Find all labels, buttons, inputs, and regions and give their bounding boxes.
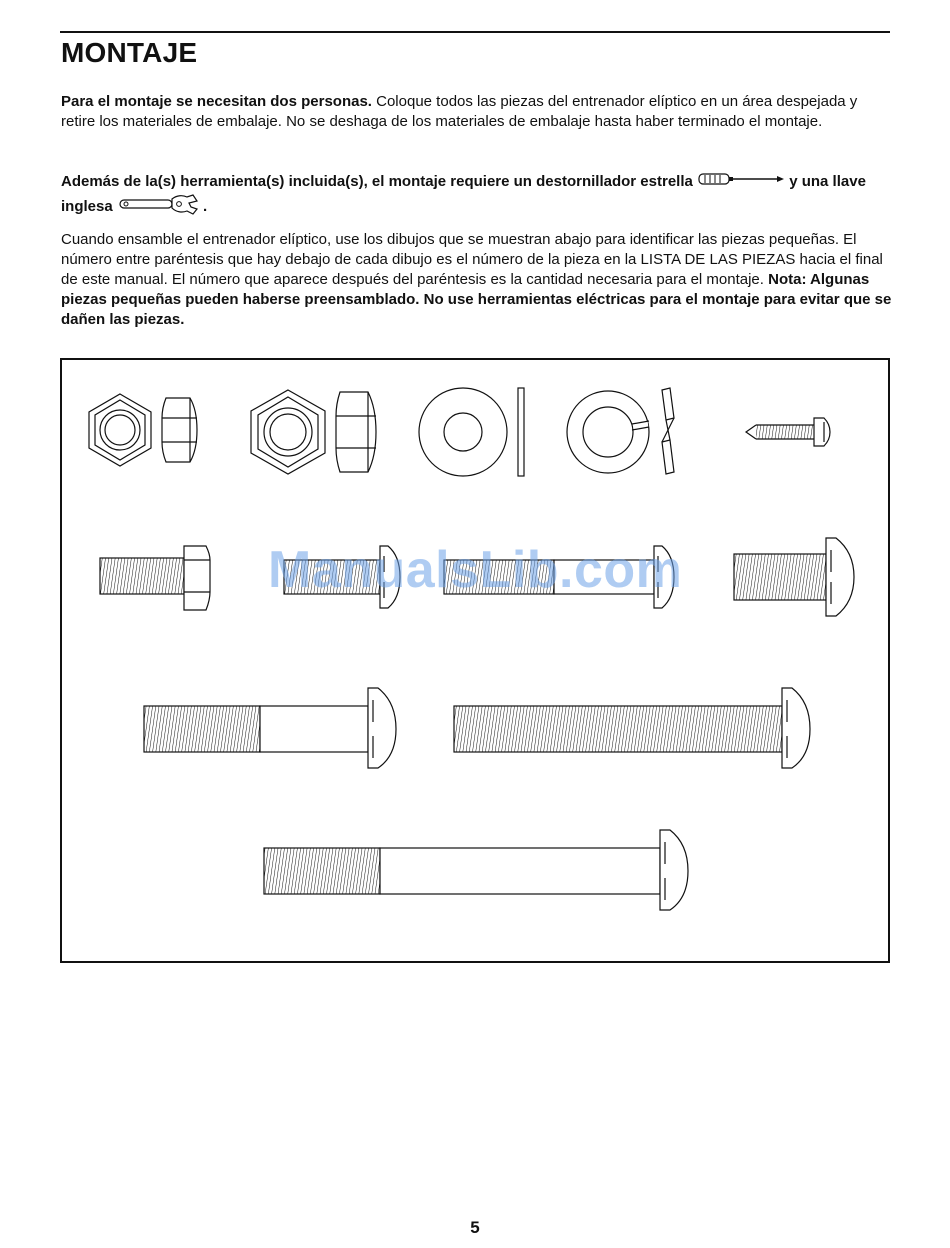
- page-title: MONTAJE: [61, 37, 198, 68]
- tools-text-end: .: [198, 197, 208, 215]
- split-lock-washer: [567, 388, 674, 474]
- watermark: ManualsLib.com: [268, 541, 683, 599]
- intro-text: Coloque todos las piezas del entrenador elíptico en un área despejada y retire los materiales de embalaje. No se deshaga de los materiales de embalaje hasta haber terminado el montaje.: [61, 93, 858, 130]
- parts-diagram: [60, 358, 890, 963]
- hex-bolt: [100, 546, 210, 610]
- instructions-text: Cuando ensamble el entrenador elíptico, use los dibujos que se muestran abajo para identificar las piezas pequeñas. El número entre paréntesis que hay debajo de cada dibujo es el número de la pieza en la LISTA DE LAS PIEZAS hacia el final de este manual. El número que aparece después del paréntesis es la cantidad necesaria para el montaje.: [61, 231, 883, 288]
- flat-washer: [419, 388, 524, 476]
- intro-lead: Para el montaje se necesitan dos personas.: [61, 93, 372, 110]
- tools-text-y: y una llave inglesa: [61, 172, 866, 215]
- nylon-locknut-small: [89, 394, 197, 466]
- wrench-icon: [117, 193, 199, 221]
- intro-paragraph: [61, 92, 893, 132]
- button-bolt-extra-long: [264, 830, 688, 910]
- instructions-paragraph: [61, 230, 893, 330]
- screwdriver-icon: [697, 171, 785, 193]
- instructions-note: Nota: Algunas piezas pequeñas pueden haberse preensamblado. No use herramientas eléctricas para el montaje para evitar que se dañen las piezas.: [61, 271, 892, 328]
- button-bolt-long-shoulder: [144, 688, 396, 768]
- tools-text: Además de la(s) herramienta(s) incluida(s), el montaje requiere un destornillador estrella: [61, 172, 693, 190]
- screw: [746, 418, 830, 446]
- top-rule: [60, 31, 890, 33]
- tools-paragraph: [61, 171, 893, 221]
- button-bolt-wide: [734, 538, 854, 616]
- page-number: 5: [470, 1218, 480, 1237]
- button-bolt-long-full-thread: [454, 688, 810, 768]
- nylon-locknut-large: [251, 390, 376, 474]
